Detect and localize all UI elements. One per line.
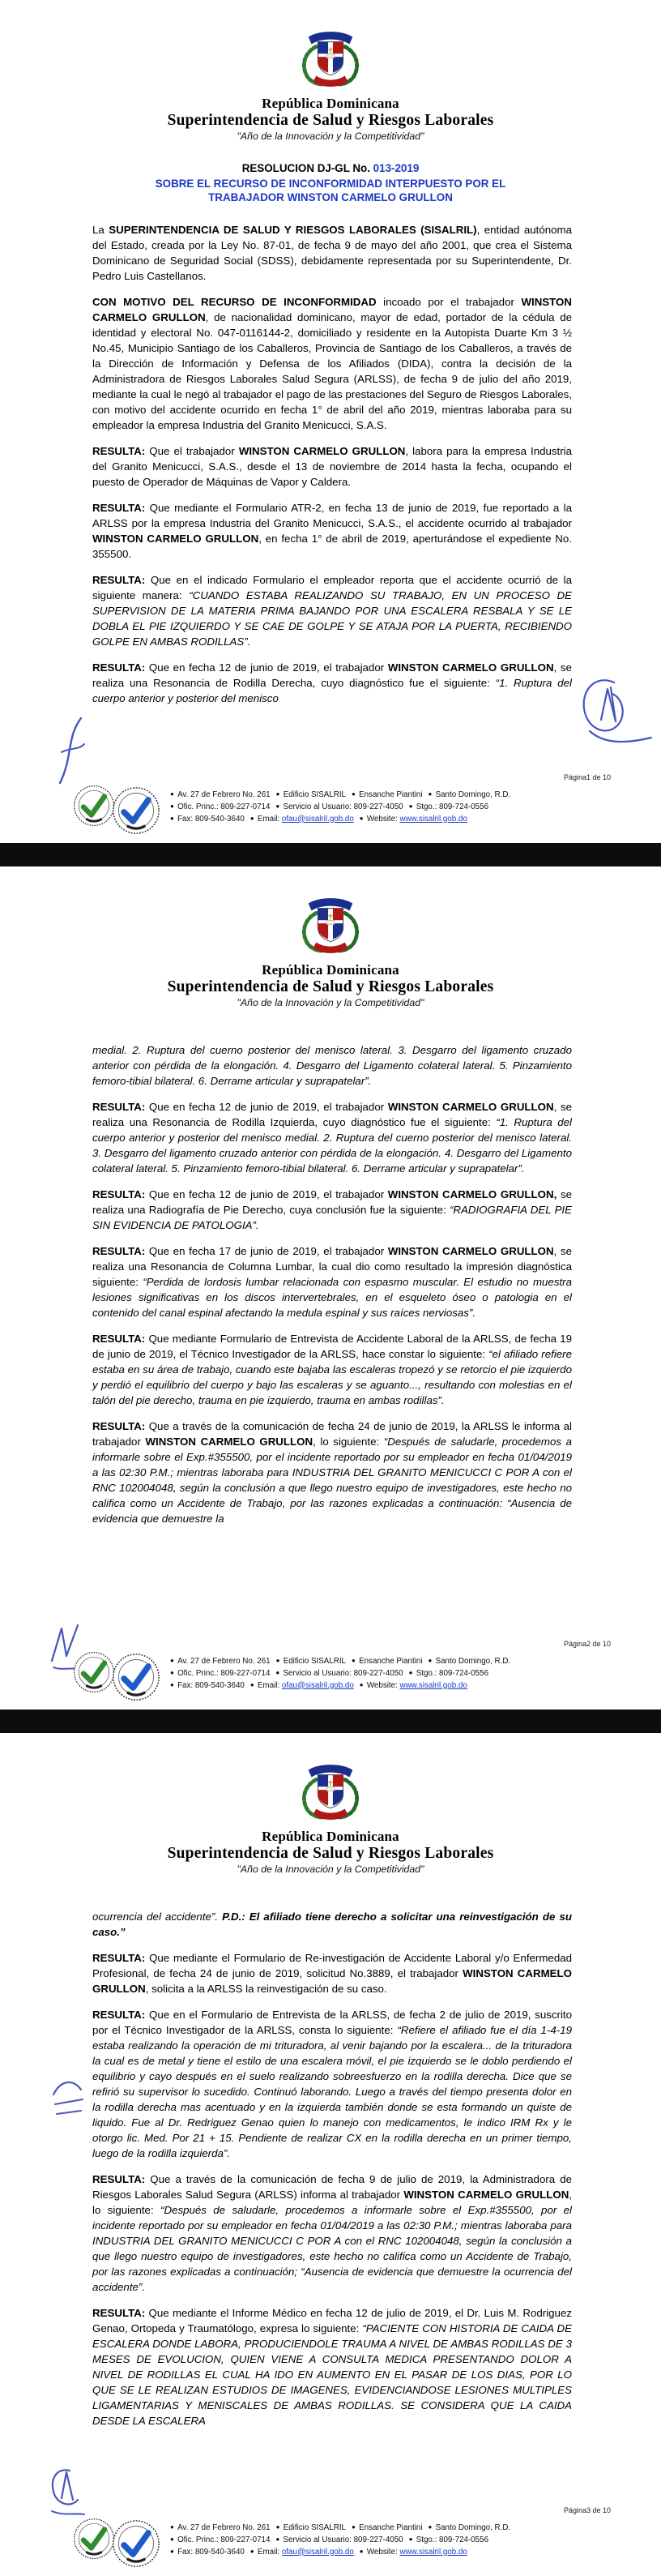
bullet-icon: ● [275,802,282,810]
paragraph: RESULTA: Que en fecha 12 de junio de 2019, el trabajador WINSTON CARMELO GRULLON, se realiza una Radiografía de Pie Derecho, cuya conclusión fue la siguiente: “RADIOGRAFIA DEL PIE SIN EVIDENCIA DE PATOLOGIA”. [92,1188,572,1231]
bullet-icon: ● [352,1657,358,1664]
footer-segment: ● Fax: 809-540-3640 [170,1680,245,1690]
certification-seals [73,1651,160,1701]
footer-segment: ● Santo Domingo, R.D. [428,2523,511,2532]
bullet-icon: ● [249,2547,256,2555]
header-institution: Superintendencia de Salud y Riesgos Laborales [167,978,494,995]
page-header [0,867,661,1008]
paragraph: RESULTA: Que mediante el Informe Médico en fecha 12 de julio de 2019, el Dr. Luis M. Rodriguez Genao, Ortopeda y Traumatólogo, expresa lo siguiente: “PACIENTE CON HISTORIA DE CAIDA DE ESCALERA DONDE LABORA, PRODUCIENDOLE TRAUMA A NIVEL DE AMBAS RODILLAS DE 3 MESES DE EVOLUCION, QUIEN VIENE A CONSULTA MEDICA PRESENTANDO DOLOR A NIVEL DE RODILLAS EL CUAL HA IDO EN AUMENTO EN EL PASAR DE LOS DIAS, POR LO QUE SE LE REALIZAN ESTUDIOS DE IMAGENES, EVIDENCIANDOSE LESIONES MULTIPLES LIGAMENTARIAS Y MENISCALES DE AMBAS RODILLAS. SE CONSIDERA QUE LA CAIDA DESDE LA ESCALERA [92,2307,572,2427]
footer-line [170,2522,516,2534]
bullet-icon: ● [170,1657,177,1664]
footer-segment: ● Stgo.: 809-724-0556 [408,2535,489,2544]
page-number: Página1 de 10 [563,773,611,781]
paragraph: RESULTA: Que a través de la comunicación de fecha 24 de junio de 2019, la ARLSS le informa al trabajador WINSTON CARMELO GRULLON, lo siguiente: “Después de saludarle, procedemos a informarle sobre el Exp.#355500, por el incidente reportado por su empleador en fecha 01/04/2019 a las 02:30 P.M.; mientras laboraba para INDUSTRIA DEL GRANITO MENICUCCI C POR A con el RNC 102004048, según la conclusión a que llego nuestro equipo de investigadores, este hecho no califica como un Accidente de Trabajo, por las razones explicadas a continuación: “Ausencia de evidencia que demuestre la [92,1420,572,1525]
footer-segment: ● Stgo.: 809-724-0556 [408,802,489,811]
footer-segment: ● Santo Domingo, R.D. [428,790,511,799]
paragraph: RESULTA: Que en el Formulario de Entrevista de la ARLSS, de fecha 2 de julio de 2019, suscrito por el Técnico Investigador de la ARLSS, consta lo siguiente: “Refiere el afiliado fue el día 1-4-19 estaba realizando la operación de mi trituradora, al venir bajando por la escalera... de la trituradora la cual es de metal y tiene el estilo de una escalera móvil, el pie izquierdo se le doblo perdiendo el equilibrio y cayo después en el suelo realizando sobreesfuerzo en la rodilla derecha. Dice que se refirió su supervisor lo sucedido. Continuó laborando. Luego a través del tiempo presenta dolor en la rodilla derecha mas acentuado y en la izquierda también donde se esta formando un quiste de liquido. Fue al Dr. Redriguez Genao quien lo manejo con medicamentos, le indico IRM Rx y le otorgo lic. Med. Por 21 + 15. Pendiente de realizar CX en la rodilla derecha en un primer tiempo, luego de la rodilla izquierda”. [92,2009,572,2159]
page-header [0,0,661,142]
bullet-icon: ● [428,2523,434,2531]
resolution-title-block [0,161,661,204]
bullet-icon: ● [249,1680,256,1688]
certification-seals [73,785,160,835]
header-motto: "Año de la Innovación y la Competitividad" [237,131,424,142]
paragraph: RESULTA: Que en fecha 17 de junio de 2019, el trabajador WINSTON CARMELO GRULLON, se realiza una Resonancia de Columna Lumbar, la cual dio como resultado la impresión diagnóstica siguiente: “Perdida de lordosis lumbar relacionada con espasmo muscular. El estudio no muestra lesiones significativas en los discos intervertebrales, en el esqueleto óseo o patologia en el contenido del canal espinal afectando la medula espinal y sus raíces nerviosas”. [92,1245,572,1319]
bullet-icon: ● [428,1657,434,1664]
page-footer [0,1633,661,1709]
footer-segment: ● Av. 27 de Febrero No. 261 [170,2523,271,2532]
page-body [0,222,661,706]
bullet-icon: ● [170,1668,177,1676]
page-number: Página3 de 10 [563,2506,611,2514]
footer-line [170,1655,516,1667]
footer-segment: ● Email: ofau@sisalril.gob.do [249,2547,354,2557]
certification-seal-blue-check-icon [112,1653,160,1701]
footer-segment: ● Santo Domingo, R.D. [428,1657,511,1666]
bullet-icon: ● [408,2535,415,2543]
bullet-icon: ● [275,2523,282,2531]
footer-link[interactable]: ofau@sisalril.gob.do [281,2547,354,2557]
paragraph: La SUPERINTENDENCIA DE SALUD Y RIESGOS LABORALES (SISALRIL), entidad autónoma del Estado, creada por la Ley No. 87-01, de fecha 9 de mayo del año 2001, que crea el Sistema Dominicano de Seguridad Social (SDSS), debidamente representada por su Superintendente, Dr. Pedro Luis Castellanos. [92,224,572,282]
dominican-coat-of-arms-icon [293,1762,368,1825]
page-gap [0,843,661,867]
certification-seal-blue-check-icon [112,2519,160,2568]
bullet-icon: ● [359,1680,365,1688]
paragraph: medial. 2. Ruptura del cuerno posterior del menisco lateral. 3. Desgarro del ligamento cruzado anterior con pérdida de la elongación. 4. Desgarro del Ligamento colateral lateral. 5. Pinzamiento femoro-tibial bilateral. 6. Derrame articular y suprapatelar”. [92,1044,572,1087]
paragraph: RESULTA: Que en fecha 12 de junio de 2019, el trabajador WINSTON CARMELO GRULLON, se realiza una Resonancia de Rodilla Izquierda, cuyo diagnóstico fue el siguiente: “1. Ruptura del cuerpo anterior y posterior del menisco medial. 2. Ruptura del cuerno posterior del menisco lateral. 3. Desgarro del ligamento cruzado anterior con pérdida de la elongación. 4. Desgarro del Ligamento colateral lateral. 5. Pinzamiento femoro-tibial bilateral. 6. Derrame articular y suprapatelar”. [92,1101,572,1175]
footer-link[interactable]: ofau@sisalril.gob.do [281,1680,354,1690]
paragraph: ocurrencia del accidente”. P.D.: El afiliado tiene derecho a solicitar una reinvestigación de su caso.” [92,1911,573,1938]
bullet-icon: ● [170,802,177,810]
bullet-icon: ● [170,814,177,822]
paragraph: RESULTA: Que en fecha 12 de junio de 2019, el trabajador WINSTON CARMELO GRULLON, se realiza una Resonancia de Rodilla Derecha, cuyo diagnóstico fue el siguiente: “1. Ruptura del cuerpo anterior y posterior del menisco [92,661,572,704]
document-page-3 [0,1733,661,2576]
resolution-label: RESOLUCION DJ-GL No. [241,162,373,174]
paragraph: CON MOTIVO DEL RECURSO DE INCONFORMIDAD incoado por el trabajador WINSTON CARMELO GRULLON, de nacionalidad dominicano, mayor de edad, portador de la cédula de identidad y electoral No. 047-0116144-2, domiciliado y residente en la Autopista Duarte Km 3 ½ No.45, Municipio Santiago de los Caballeros, Provincia de Santiago de los Caballeros, a través de la Dirección de Información y Defensa de los Afiliados (DIDA), contra la decisión de la Administradora de Riesgos Laborales Salud Segura (ARLSS), de fecha 9 de julio del año 2019, mediante la cual le negó al trabajador el pago de las prestaciones del Seguro de Riesgos Laborales, con motivo del accidente ocurrido en fecha 1° de abril del año 2019, mientras laboraba para su empleador la empresa Industria del Granito Menicucci, S.A.S. [92,296,572,431]
footer-segment: ● Servicio al Usuario: 809-227-4050 [275,1668,403,1678]
certification-seal-green-check-icon [73,1651,115,1693]
footer-segment: ● Ensanche Piantini [352,2523,423,2532]
footer-segment: ● Fax: 809-540-3640 [170,814,245,824]
resolution-number: 013-2019 [373,162,420,174]
paragraph: RESULTA: Que mediante Formulario de Entrevista de Accidente Laboral de la ARLSS, de fecha 19 de junio de 2019, el Técnico Investigador de la ARLSS, hace constar lo siguiente: “el afiliado refiere estaba en su área de trabajo, cuando este bajaba las escaleras tropezó y se retorcio el pie izquierdo y perdió el equilibrio del cuerpo y bajo las escaleras y se aguanto..., resultando con molestias en el talón del pie derecho, trauma en pie izquierdo, trauma en ambas rodillas”. [92,1333,573,1406]
footer-line [170,1667,516,1680]
footer-line [170,2534,516,2546]
bullet-icon: ● [170,2547,177,2555]
footer-segment: ● Av. 27 de Febrero No. 261 [170,790,271,799]
page-header [0,1733,661,1875]
bullet-icon: ● [352,2523,358,2531]
footer-segment: ● Stgo.: 809-724-0556 [408,1668,489,1678]
footer-segment: ● Website: www.sisalril.gob.do [359,1680,467,1690]
footer-contact-info [170,1655,516,1691]
dominican-coat-of-arms-icon [293,29,368,92]
footer-link[interactable]: www.sisalril.gob.do [399,814,467,824]
resolution-subject: SOBRE EL RECURSO DE INCONFORMIDAD INTERPUESTO POR EL TRABAJADOR WINSTON CARMELO GRULLON [155,178,506,203]
document-page-2 [0,867,661,1709]
paragraph: RESULTA: Que el trabajador WINSTON CARMELO GRULLON, labora para la empresa Industria del Granito Menicucci, S.A.S., desde el 13 de noviembre de 2014 hasta la fecha, ocupando el puesto de Operador de Máquinas de Vapor y Caldera. [92,445,573,488]
bullet-icon: ● [275,1668,282,1676]
footer-segment: ● Ensanche Piantini [352,1657,423,1666]
bullet-icon: ● [359,2547,365,2555]
bullet-icon: ● [275,2535,282,2543]
page-gap [0,1709,661,1733]
page-body [0,1042,661,1526]
footer-segment: ● Ofic. Princ.: 809-227-0714 [170,2535,271,2544]
footer-link[interactable]: www.sisalril.gob.do [399,2547,467,2557]
bullet-icon: ● [249,814,256,822]
footer-segment: ● Website: www.sisalril.gob.do [359,814,467,824]
footer-segment: ● Servicio al Usuario: 809-227-4050 [275,802,403,811]
bullet-icon: ● [170,2535,177,2543]
footer-segment: ● Ofic. Princ.: 809-227-0714 [170,802,271,811]
footer-line [170,813,516,825]
header-institution: Superintendencia de Salud y Riesgos Laborales [167,1845,494,1862]
certification-seal-blue-check-icon [112,786,160,835]
footer-link[interactable]: www.sisalril.gob.do [399,1680,467,1690]
bullet-icon: ● [170,2523,177,2531]
footer-segment: ● Ofic. Princ.: 809-227-0714 [170,1668,271,1678]
bullet-icon: ● [275,790,282,798]
bullet-icon: ● [170,1680,177,1688]
bullet-icon: ● [275,1657,282,1664]
footer-segment: ● Fax: 809-540-3640 [170,2547,245,2557]
footer-segment: ● Website: www.sisalril.gob.do [359,2547,467,2557]
bullet-icon: ● [170,790,177,798]
header-motto: "Año de la Innovación y la Competitividad" [237,997,424,1008]
footer-contact-info [170,789,516,824]
page-footer [0,767,661,843]
paragraph: RESULTA: Que en el indicado Formulario el empleador reporta que el accidente ocurrió de la siguiente manera: “CUANDO ESTABA REALIZANDO SU TRABAJO, EN UN PROCESO DE SUPERVISION DE LA MATERIA PRIMA BAJANDO POR UNA ESCALERA RESBALA Y SE LE DOBLA EL PIE IZQUIERDO Y SE CAE DE GOLPE Y SE ATAJA POR LA PUERTA, RECIBIENDO GOLPE EN AMBAS RODILLAS”. [92,574,572,648]
footer-segment: ● Edificio SISALRIL [275,2523,347,2532]
footer-link[interactable]: ofau@sisalril.gob.do [281,814,354,824]
footer-segment: ● Edificio SISALRIL [275,1657,347,1666]
bullet-icon: ● [408,802,415,810]
certification-seals [73,2518,160,2568]
paragraph: RESULTA: Que a través de la comunicación de fecha 9 de julio de 2019, la Administradora de Riesgos Laborales Salud Segura (ARLSS) informa al trabajador WINSTON CARMELO GRULLON, lo siguiente: “Después de saludarle, procedemos a informarle sobre el Exp.#355500, por el incidente reportado por su empleador en fecha 01/04/2019 a las 02:30 P.M.; mientras laboraba para INDUSTRIA DEL GRANITO MENICUCCI C POR A con el RNC 102004048, según la conclusión a que llego nuestro equipo de investigadores, este hecho no califica como un Accidente de Trabajo, por las razones explicadas a continuación; “Ausencia de evidencia que demuestre la ocurrencia del accidente”. [92,2173,573,2293]
paragraph: RESULTA: Que mediante el Formulario ATR-2, en fecha 13 de junio de 2019, fue reportado a la ARLSS por la empresa Industria del Granito Menicucci, S.A.S., el accidente ocurrido al trabajador WINSTON CARMELO GRULLON, en fecha 1° de abril de 2019, aperturándose el expediente No. 355500. [92,502,573,560]
footer-segment: ● Email: ofau@sisalril.gob.do [249,814,354,824]
header-country: República Dominicana [262,1829,399,1844]
dominican-coat-of-arms-icon [293,896,368,959]
footer-segment: ● Ensanche Piantini [352,790,423,799]
header-institution: Superintendencia de Salud y Riesgos Laborales [167,112,494,129]
page-body [0,1909,661,2428]
page-number: Página2 de 10 [563,1640,611,1648]
footer-segment: ● Email: ofau@sisalril.gob.do [249,1680,354,1690]
bullet-icon: ● [408,1668,415,1676]
footer-segment: ● Av. 27 de Febrero No. 261 [170,1657,271,1666]
footer-line [170,2546,516,2558]
header-country: República Dominicana [262,962,399,978]
header-motto: "Año de la Innovación y la Competitividad" [237,1864,424,1875]
certification-seal-green-check-icon [73,785,115,827]
bullet-icon: ● [359,814,365,822]
footer-segment: ● Servicio al Usuario: 809-227-4050 [275,2535,403,2544]
footer-contact-info [170,2522,516,2557]
bullet-icon: ● [352,790,358,798]
footer-line [170,789,516,801]
footer-segment: ● Edificio SISALRIL [275,790,347,799]
certification-seal-green-check-icon [73,2518,115,2560]
bullet-icon: ● [428,790,434,798]
header-country: República Dominicana [262,96,399,111]
footer-line [170,1680,516,1692]
page-footer [0,2500,661,2576]
document-page-1 [0,0,661,843]
resolution-number-line [0,161,661,175]
paragraph: RESULTA: Que mediante el Formulario de Re-investigación de Accidente Laboral y/o Enfermedad Profesional, de fecha 24 de junio de 2019, solicitud No.3889, el trabajador WINSTON CARMELO GRULLON, solicita a la ARLSS la reinvestigación de su caso. [92,1952,572,1995]
footer-line [170,801,516,813]
